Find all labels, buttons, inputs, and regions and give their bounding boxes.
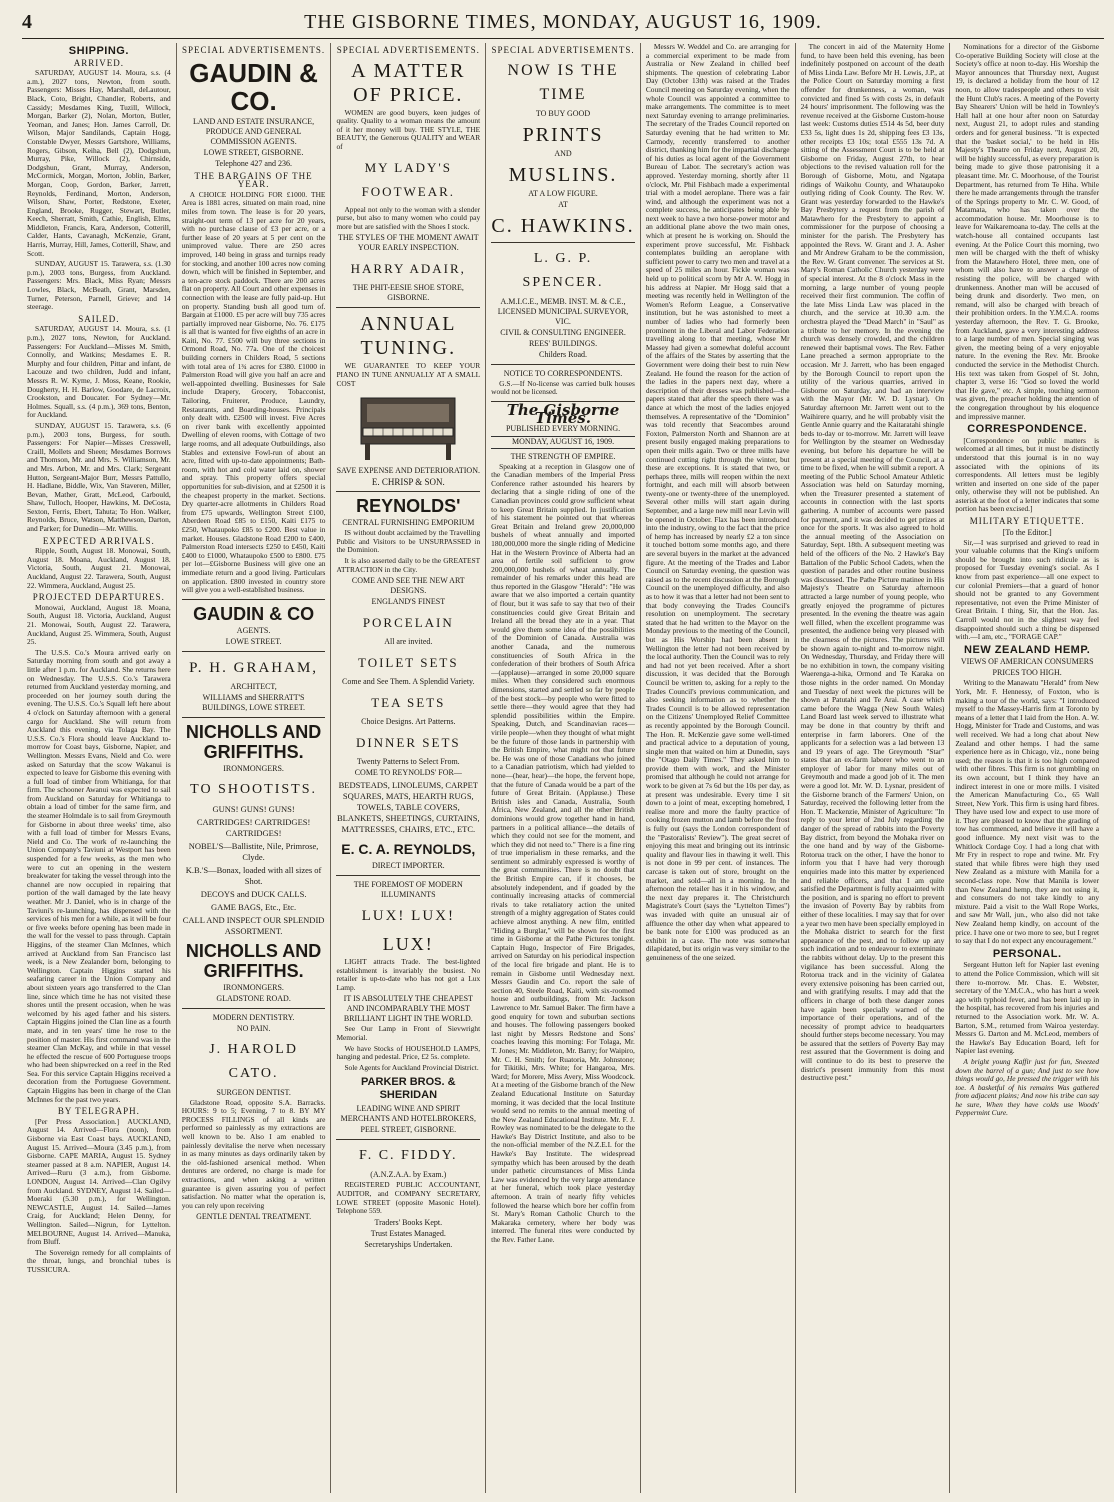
piano-illustration	[353, 392, 463, 462]
projected-heading: PROJECTED DEPARTURES.	[32, 592, 165, 603]
expected-heading: EXPECTED ARRIVALS.	[42, 535, 155, 546]
military-text: Sir,—I was surprised and grieved to read in your valuable columns that the King's uniform should be brought into such ridicule as is proposed for Tuesday evening's social. As I know from past experience—all one expect to cur colonial Premiers—that a guard of honor should not be granted to any Government representative, not even the Prime Minister of Great Britain. I thing, Sir, that the Hon. Jas. Carroll would not in the slightest way feel disappointed should such a thing be dispensed with.—I am, etc., "FORAGE CAP."	[955, 537, 1100, 642]
gisborne-times-title: The Gisborne Times.	[506, 400, 620, 428]
column-news-2	[796, 43, 951, 1493]
hemp-text: Writing to the Manawatu "Herald" from New York, Mr. F. Hennessy, of Foxton, who is making a tour of the world, says: "I introduced myself to the Massey-Harris firm at Toronto by means of a letter that I laid from the Hon. A. W. Hogg, Minister for Trade and Customs, and was well received. We had a long chat about New Zealand and other hemps. I had the same experience here as in Chicago, viz., none being used; the reason is that it is too high compared with other fibres. This firm is not grumbling on its own account, but I think they have an indirect interest in one or more mills. I visited the American Manufacturing Co., 65 Wall Street, New York. This firm is using hard fibres. They have used low and expect to use more of it. They are pleased to know that the grading of tow has commenced, and believe it will have a good influence. My next visit was to the Whitlock Cordage Coy. I had a long chat with Mr Fry in respect to rope and twine. Mr. Fry stated that while fibres were high they used New Zealand as a mixture with Manila for a second-class rope. Now that Manila is lower than New Zealand hemp, they are not using it, and consumers do not take kindly to any mixture. Paid a visit to the Wall Rope Works, and saw Mr Wall, jun., who also did not take New Zealand hemp kindly, on account of the price. I have one or two more to see, but I regret to say that I do not expect any encouragement."	[955, 678, 1100, 946]
call-inspect: CALL AND INSPECT OUR SPLENDID ASSORTMENT.	[182, 914, 325, 936]
editorial-text: Speaking at a reception in Glasgow one of the Canadian members of the Imperial Press Conference rather astounded his hearers by declaring that a single riding of one of the Canadian provinces could grow sufficient wheat to keep Great Britain supplied. In justification of his statement he pointed out that whereas Great Britain and Ireland grew 20,000,000 bushels of wheat annually and imported 180,000,000 more the single riding of Medicine Hat in the Western Province of Alberta had an area of fertile soil sufficient to grow 200,000,000 bushels of wheat annually. The remainder of his remarks under this head are thus reported in the Glasgow "Herald": "He was aware that we also imported a certain quantity of flour, but it was safe to say that two of their constituencies could give Great Britain and Ireland all the bread they ate in a year. That would give them some idea of the possibilities of the Dominion of Canada. Australia was another Canada, and the numerous constituencies of South Africa in the confederation of their brothers of South Africa—(applause)—arranged in some 20,000 square miles. When they considered such enormous dimensions, started and settled so far by people of the best stock—by people who were fitted to settle there—they would agree that they had splendid possibilities within the Empire. Speaking, Dutch, and Scandinavian races—virile people—when they thought of what might be the future of those lands in partnership with the British Empire, what might not that future be. He was one of those Canadians who joined to a Canadian patriotism, which had yielded to none—(hear, hear)—the hope, the fervent hope, that the future of Canada would be a part of the future of Great Britain. (Applause.) These British isles and Canada, Australia, South Africa, New Zealand, and all the other British dominions would grow together hand in hand, partners in a political alliance—the details of which they could not see for the moment, and which they did not need to." There is a fine ring of true imperialism in these remarks, and the sentiment so admirably expressed is worthy of the great communities. There is no doubt that the British Empire can, if it chooses, be absolutely independent, and if goaded by the continually increasing attacks of commercial rivals to take retaliatory action the united strength of a mighty aggregation of States could achieve almost anything. A new film, entitled "Hiding a Burglar," will be shown for the first time in Gisborne at the Pathe Pictures tonight. Captain Hugo, Inspector of Fire Brigades, arrived on Saturday on his periodical inspection of the local fire brigade and plant. He is to remain in Gisborne until Wednesday next. Messrs Gaudin and Co. report the sale of section 40, Steele Road, Kaiti, with six-roomed house and outbuildings, from Mr. Jackson Lawrence to Mr. Samuel Baker. The firm have a good enquiry for town and suburban sections and houses. The following passengers booked last night by Messrs Redstone and Sons' coaches leaving this morning: For Tolaga, Mr. T. Jones; Mr. Middleton, Mr. Barry; for Waipiro, Mr. C. H. Smith; for Ruatoria, Mr. Johnstone; for Tikitiki, Mrs. White; for Hangaroa, Mrs. Ward; for Morere, Miss Avery, Miss Woodcock. At a meeting of the Gisborne branch of the New Zealand Educational Institute on Saturday morning, it was decided that the local Institute would send no remits to the annual meeting of the New Zealand Educational Institute. Mr. F. J. Rowley was nominated to be the delegate to the Hawke's Bay District Institute, and also to be the non-official member of the N.Z.E.I. for the Hawke's Bay Institute. The widespread sympathy which has been aroused by the death under pathetic circumstances of Miss Linda Law was evidenced by the very large attendance at her funeral, which took place yesterday afternoon. A train of nearly fifty vehicles followed the hearse which bore her coffin from St. Mary's Roman Catholic Church to the Makaraka cemetery, where her body was interred. The funeral rites were conducted by the Rev. Father Lane.	[491, 461, 635, 1244]
stocks: We have Stocks of HOUSEHOLD LAMPS, hanging and pedestal. Price, £2 5s. complete.	[336, 1043, 481, 1062]
gaudin2-lowe: LOWE STREET.	[225, 636, 282, 646]
military-heading: MILITARY ETIQUETTE.	[969, 516, 1085, 527]
guns: GUNS! GUNS! GUNS!	[212, 803, 295, 814]
secretaryships: Secretaryships Undertaken.	[364, 1239, 453, 1249]
buy-good: TO BUY GOOD	[535, 108, 591, 118]
nicholls2-iron: IRONMONGERS.	[223, 982, 284, 992]
sailed-text: SATURDAY, AUGUST 14. Moura, s.s. (1 p.m.), 2027 tons, Newton, for Auckland. Passengers: For Auckland—Misses M. Smith, Connolly, and Watkins; Mesdames E. R. Murphy and four children, Pittar and infant, de Lacouze and two children, Judd and infant, Messrs R. W. Kyme, J. Moss, Keane, Rookie, Dougherty, H. H. Barlow, Goodare, de Lacroix, Crookston, and Doucater. For Sydney—Mr. Holmes. Squall, s.s. (4 p.m.), 369 tons, Benton, for Auckland.	[27, 324, 171, 420]
lux-text: LIGHT attracts Trade. The best-lighted establishment is invariably the busiest. No retailer is up-to-date who has not got a Lux Lamp.	[336, 957, 481, 992]
bargains-heading: THE BARGAINS OF THE YEAR.	[194, 170, 313, 190]
spencer-sub: A.M.I.C.E., MEMB. INST. M. & C.E., LICENSED MUNICIPAL SURVEYOR, VIC.	[497, 296, 629, 326]
tea-sets: TEA SETS	[371, 695, 446, 711]
nicholls2-title: NICHOLLS AND GRIFFITHS.	[185, 940, 322, 981]
fiddy-sub: (A.N.Z.A.A. by Exam.)	[370, 1170, 447, 1180]
news-text-2: The concert in aid of the Maternity Home fund, to have been held this evening, has been indefinitely postponed on account of the death of Miss Linda Law. Before Mr H. Lewis, J.P., at the Police Court on Saturday morning a first offender for drunkenness, a woman, was convicted and fined 5s with costs 2s, in default 24 hours' imprisonment. The following was the revenue received at the Gisborne Custom-house last week: Customs duties £514 4s 5d, beer duty £33 5s, light dues 1s 2d, shipping fees £3 13s, other receipts £3 10s; total £555 13s 7d. A sitting of the Assessment Court is to be held at Gisborne on Friday, August 27th, to hear objections to the revised valuation roll for the Borough of Gisborne, Motu, and Ngatapa ridings of Waikohu County, and Whataupoko outlying riding of Cook County. The Rev. W. Grant was yesterday forwarded to the Hawke's Bay Presbytery a request from the parish of Matawhero for the Presbytery to appoint a commissioner for the purpose of choosing a minister for the parish. The Presbytery has appointed the Revs. W. Grant and J. A. Asher and Mr Andrew Graham to be the commission, the Rev. W. Grant convener. The services at St. Mary's Roman Catholic Church yesterday were of special interest. At the 8 o'clock Mass in the morning, a large number of young people received their first communion. The coffin of the late Miss Linda Law was placed in the church, and the service at 10.30 a.m. the orchestra played the "Dead March" in "Saul" as a tribute to her memory. In the evening the church was densely crowded, and the children renewed their baptismal vows. The Rev. Father Lane preached a sermon appropriate to the occasion. Mr J. Jarrett, who has been engaged by the Borough Council to report upon the utility of the various quarries, arrived in Gisborne on Saturday, and had an interview with the Mayor (Mr. W. D. Lysnar). On Saturday afternoon Mr. Jarrett went out to the Waihirere quarry, and he will probably visit the Gentle Annie quarry and the Kaitaratahi shingle beds to-day or to-morrow. Mr. Jarrett will leave for Wellington by the steamer on Wednesday evening, but before his departure he will be present at a special meeting of the Council, at a time to be fixed, when he will submit a report. A meeting of the Public School Amateur Athletic Association was held on Saturday morning, when the Treasurer presented a statement of accounts in connection with the last sports gathering. A number of accounts were passed for payment, and it was decided to get prizes at once for the sports. It was also agreed to hold the annual meeting of the Association on Saturday, Sept. 18th. A subsequent meeting was held of the officers of the No. 2 Hawke's Bay Battalion of the Public School Cadets, when the question of parades and other routine business was discussed. The Pathe Picture matinee in His Majesty's Theatre on Saturday afternoon attracted a large number of young people, who greatly enjoyed the programme of pictures presented. In the evening the theatre was again well filled, when the excellent programme was presented, the audience being very pleased with the clearness of the pictures. The pictures will be shown again to-night and to-morrow night. On Wednesday, Thursday, and Friday there will be no exhibition in town, the company visiting Waerenga-a-hika, Ormond and Te Karaka on those nights in the order named. On Monday and Tuesday of next week the pictures will be shown at Patutahi and Te Arai. A case which came before the Wagga (New South Wales) Land Board last week served to illustrate what may be done in that country by thrift and enterprise in farm laborers. One of the applicants for a selection was a lad between 13 and 19 years of age. The Greymouth "Star" states that an ex-farm laborer who went to an employer of labor for many miles out of Greymouth and made a good job of it. The men were a good lot. Mr. W. D. Lysnar, president of the Gisborne branch of the Farmers' Union, on Saturday, received the following letter from the Hon. T. Mackenzie, Minister of Agriculture: "In reply to your letter of 2nd July regarding the danger of the spread of rabbits into the Poverty Bay district, from beyond the Mohaka river on the one hand and by way of the Gisborne-Rotorua track on the other, I have the honor to inform you that I have had very thorough enquiries made into this matter by experienced and reliable officers, and that I am quite satisfied the Department is fully acquainted with the position, and is sparing no effort to prevent the invasion of Poverty Bay by rabbits from either of these localities. I may say that for over a year two men have been specially employed in the Mohaka district to search for the first appearance of the pest, and to follow up any such indication and to endeavour to exterminate the rabbits without delay. Up to the present this vigilance has been successful. Along the Rotorua track and in the vicinity of Galatea every extensive poisoning has been carried out, and with gratifying results. I may add that the officers in charge of both these danger zones have again been specially warned of the importance of their operations, and of the necessity of prompt advice to headquarters should further steps become necessary. You may be assured that the settlers of Poverty Bay may rest assured that the Government is doing and will continue to do its best to preserve the district's present immunity from this most destructive pest."	[800, 43, 945, 1083]
column-ads-2	[331, 43, 486, 1493]
hemp-sub: VIEWS OF AMERICAN CONSUMERS	[960, 657, 1094, 667]
foremost: THE FOREMOST OF MODERN ILLUMINANTS	[353, 880, 463, 900]
cheapest: IT IS ABSOLUTELY THE CHEAPEST AND INCOMPARABLY THE MOST BRILLIANT LIGHT IN THE WORLD.	[343, 994, 473, 1024]
sailed-heading: SAILED.	[78, 313, 120, 324]
kbs: K.B.'S—Bonax, loaded with all sizes of Shot.	[185, 864, 322, 886]
arrived-heading: ARRIVED.	[73, 57, 124, 68]
column-ads-1	[177, 43, 332, 1493]
fiddy-name: F. C. FIDDY.	[359, 1148, 458, 1164]
col4-heading: SPECIAL ADVERTISEMENTS.	[491, 45, 635, 55]
low-figure: AT A LOW FIGURE.	[528, 188, 598, 198]
correspondence-heading: CORRESPONDENCE.	[967, 423, 1088, 436]
at-label: AT	[558, 199, 568, 209]
shootists: TO SHOOTISTS.	[190, 781, 318, 797]
dentistry: MODERN DENTISTRY.	[212, 1012, 295, 1022]
adair-name: HARRY ADAIR,	[350, 261, 466, 277]
strength-heading: THE STRENGTH OF EMPIRE.	[510, 451, 616, 461]
dinner-sub: Twenty Patterns to Select From.	[356, 757, 460, 767]
reynolds-title: REYNOLDS'	[356, 496, 461, 517]
spencer-name: L. G. P. SPENCER.	[522, 250, 604, 290]
tea-sub: Choice Designs. Art Patterns.	[361, 717, 456, 727]
col2-heading: SPECIAL ADVERTISEMENTS.	[182, 45, 326, 55]
personal-heading: PERSONAL.	[992, 947, 1062, 960]
direct-importer: DIRECT IMPORTER.	[371, 861, 445, 871]
styles: THE STYLES OF THE MOMENT AWAIT YOUR EARLY INSPECTION.	[337, 233, 479, 253]
decoys: DECOYS and DUCK CALLS.	[200, 888, 307, 899]
column-shipping	[22, 43, 177, 1493]
masthead-title: THE GISBORNE TIMES, MONDAY, AUGUST 16, 1909.	[304, 10, 822, 33]
and-label: AND	[554, 148, 572, 158]
gaudin-sub: LAND AND ESTATE INSURANCE, PRODUCE AND GENERAL COMMISSION AGENTS.	[193, 116, 315, 146]
eca-reynolds: E. C. A. REYNOLDS,	[341, 841, 476, 858]
news-text-1: Messrs W. Weddel and Co. are arranging for a commercial experiment to be made from Australia or New Zealand in chilled beef shipments. The question of celebrating Labor Day (October 13th) was raised at the Trades Council meeting on Saturday evening, when the whole Council was appointed a committee to make arrangements. The committee is to meet next Saturday evening to arrange preliminaries. The secretary of the Trades Council reported on Saturday evening that he had written to Mr. Carmody, recently transferred to another district, thanking him for the impartial discharge of his duties as local agent of the Government Bureau of Labor. The secretary's action was approved. Yesterday morning, shortly after 11 o'clock, Mr. Phil Fishbach made a experimental trial with a model aeroplane. There was a fair wind, and although the experiment was not a complete success, he anticipates being able by next week to have a two horse-power motor and an additional plane above the two main ones, which at present he is working on. Should the experiment prove successful, Mr. Fishback contemplates building an aeroplane with sufficient power to carry two men and travel at a speed of 25 miles an hour. Fickle woman was held up to political scorn by Mr A. W. Hogg in his address at Napier. Mr Hogg said that a meeting was recently held in Wellington of the Women's Reform League, a Conservative institution, but he was astonished to meet a number of ladies who had formerly been prominent in the Liberal and Labor Federation travelling along to that meeting, whose Mr Massey had given a somewhat doleful account of the affairs of the States by asserting that the Government were doing their best to ruin New Zealand. He found the reason for the action of the ladies in the papers next day, where a description of their dresses was published—the papers stated that after the speech there was a dance at which the most of the ladies enjoyed themselves. A representative of the "Dominion" was told recently that Seacombes around Foxton, Palmerston North and Shannon are at present busily engaged making preparations to open their mills again. Two or three mills have continued cutting right through the winter, but these are exceptions. It is stated that two, or perhaps three, mills will reopen within the next fortnight, and each mill will absorb between twenty-one or twenty-three of the unemployed. Several other mills will start again during September, and a large new mill near Levin will be opened in October. Flax has been introduced into the industry, owing to the fact that the price of hemp has increased by nearly £2 a ton since it touched bottom some months ago, and there are several buyers in the market at the advanced figure. At the meeting of the Trades and Labor Council on Saturday evening, the question was raised as to the recent discussion at the Borough Council on the unemployed difficulty, and also as to how it was that a letter had not been sent to that body conveying the Trades Council's resolution on unemployment. The secretary stated that he had written to the Mayor on the Monday previous to the meeting of the Council, but as His Worship had been absent in Wellington the letter had not been received by the local authority. Then the Council was to rely and had not yet been received. After a short discussion, it was decided that the Borough Council be written to, asking for a reply to the Trades Council's previous communication, and also seeking information as to whether the Trades Council is to be allowed representation on the Citizens' Unemployed Relief Committee as recently appointed by the Borough Council. The Hon. R. McKenzie gave some well-timed and practical advice to a deputation of young, single men that waited on him at Dunedin, says the "Otago Daily Times." They asked him to provide them with work, and the Minister promised that although he could not arrange for work to be given at 7s 6d but the 10s per day, as at present was undesirable. Every time I sit down to a joint of meat, excepting homebred, I realise more and more the faulty practice of cooking frozen mutton and lamb before the frost is fully out (says the London correspondent of the "Pastoralists' Review"). The great secret of enjoying this meat and bringing out its intrinsic quality and flavour lies in thawing it well. This is not done in 99 per cent. of instances. The carcase is taken out of store, brought on the market, and sold—all in a morning. In the afternoon the retailer has it in his window, and the next day prepares it. The Christchurch Magistrate's Court (says the "Lyttelton Times") was invaded with quite an unusual air of affluence the other day when what appeared to be bank note for £100 was produced as an exhibit in a case. The note was somewhat dilapidated, but its origin was very similar to the genuineness of the one seized.	[645, 43, 790, 962]
parker-sub: LEADING WINE AND SPIRIT MERCHANTS AND HOTELBROKERS,	[340, 1104, 476, 1124]
england-finest: ENGLAND'S FINEST	[371, 597, 446, 607]
rees-buildings: REES' BUILDINGS.	[528, 338, 598, 348]
column-editorial	[486, 43, 641, 1493]
nicholls2-road: GLADSTONE ROAD.	[216, 993, 291, 1003]
trust: Trust Estates Managed.	[370, 1228, 446, 1238]
lux-1: LUX! LUX!	[361, 908, 455, 925]
save-expense: SAVE EXPENSE AND DETERIORATION.	[336, 466, 480, 476]
prints: PRINTS	[522, 123, 604, 146]
editorial-date: MONDAY, AUGUST 16, 1909.	[491, 436, 635, 449]
to-editor: [To the Editor.]	[1002, 527, 1052, 537]
page-number: 4	[22, 10, 32, 33]
parker-addr: PEEL STREET, GISBORNE.	[360, 1125, 457, 1135]
masthead	[22, 6, 1104, 39]
graham-addr: WILLIAMS and SHERRATT'S BUILDINGS, LOWE STREET.	[202, 692, 306, 712]
personal-text: Sergeant Hutton left for Napier last evening to attend the Police Commission, which will sit there to-morrow. Mr. Chas. E. Webster, secretary of the Y.M.C.A., who has hurt a week ago with typhoid fever, and has been laid up in the hospital, has recovered from his injuries and returned to the Association work. Mr. W. A. Barton, S.M., returned from Wairoa yesterday. Messrs G. Darton and M. McLeod, members of the Hawke's Bay Education Board, left for Napier last evening.	[955, 960, 1100, 1056]
lady-footwear: MY LADY'S FOOTWEAR.	[361, 159, 456, 199]
emporium-text2: It is also asserted daily to be the GREATEST ATTRACTION in the City.	[336, 555, 481, 574]
gentle-treatment: GENTLE DENTAL TREATMENT.	[196, 1212, 312, 1222]
emporium-text: IS without doubt acclaimed by the Travelling Public and Visitors to be UNSURPASSED in the Dominion.	[336, 528, 481, 555]
muslins: MUSLINS.	[508, 163, 618, 186]
tuning-text: WE GUARANTEE TO KEEP YOUR PIANO IN TUNE ANNUALLY AT A SMALL COST	[336, 361, 481, 388]
parker-name: PARKER BROS. & SHERIDAN	[361, 1076, 456, 1102]
porcelain: PORCELAIN	[362, 615, 454, 631]
shipping-heading: SHIPPING.	[68, 45, 129, 57]
gaudin2-agents: AGENTS.	[236, 625, 271, 635]
hemp-sub2: PRICES TOO HIGH.	[992, 668, 1062, 678]
kaffir-verse: A bright young Kaffir just for fun, Sneezed down the barrel of a gun; And just to see how things would go, He pressed the trigger with his toe. A basketful of his remains Was gathered from adjacent plains; And now his tribe can say he sure, When they have colds use Woods' Peppermint Cure.	[955, 1056, 1100, 1118]
hawkins-name: C. HAWKINS.	[491, 214, 635, 237]
cato-name: J. HAROLD CATO.	[209, 1041, 298, 1081]
arrived-sunday: SUNDAY, AUGUST 15. Tarawera, s.s. (1.30 p.m.), 2003 tons, Burgess, from Auckland. Passengers: Mrs. Black, Miss Ryan; Messrs Lowles, Black, McBeath, Grant, Marsden, Turner, Peterson, Parnell, Grieve; and 14 steerage.	[27, 259, 171, 312]
dinner-sets: DINNER SETS	[355, 735, 461, 751]
shipping-news: The U.S.S. Co.'s Moura arrived early on Saturday morning from south and got away a little after 1 p.m. for Auckland. She returns here on Wednesday. The U.S.S. Co.'s Tarawera returned from Auckland yesterday morning, and proceeded on her journey south during the evening. The U.S.S. Co.'s Squall left here about 4 o'clock on Saturday afternoon with a general cargo for Auckland. She will return from Auckland this evening, via Tolaga Bay. The U.S.S. Co.'s Flora should leave Auckland to-morrow for Coast bays, Gisborne, Napier, and Wellington. Messrs Evans, Nield and Co. were asked on Saturday that the scow Wakanui is expected to leave for Gisborne this evening with a full load of timber from Whitianga, for that firm. The schooner Awanui was expected to sail from Auckland on Saturday for Whitianga to obtain a load of timber for the same firm, and the steamer Holmdale is to sail from Greymouth for Gisborne in about three weeks' time, also with a full load of timber for Messrs Evans, Nield and Co. The work of re-launching the Union Company's Taviuni at Westport has been suspended for a few weeks, as the men who were to cut an opening in the western breakwater for taking the vessel through into the channel are now occupied in repairing that portion of the wall damaged by the late heavy weather. Mr J. Daniel, who is in charge of the Taviuni's re-launching, has dispensed with the services of his men for a while, as it will be four or five weeks before opening has been made in the wall for the vessel to pass through. Captain Higgins, of the steamer Clan McInnes, which arrived at Auckland from San Francisco last week, is a New Zealander born, belonging to Wellington. Captain Higgins started his seafaring career in the Union Company and about sixteen years ago transferred to the Clan line, since which time he has not visited these shores until the present occasion, when he was welcomed by his aged father and his sisters. Captain Higgins joined the Clan line as a fourth mate, and in ten years' time he rose to the position of master. His first command was in the steamer Clan McKay, and while in that vessel he effected the rescue of 600 Portuguese troops who had been shipwrecked on a reef in the Red Sea. For this service Captain Higgins received a decoration from the Portuguese Government. Captain Higgins has been in charge of the Clan McInnes for the past two years.	[27, 647, 171, 1104]
projected-text: Monowai, Auckland, August 18. Moana, South, August 18. Victoria, Auckland, August 21. Monowai, South, August 22. Tarawera, Auckland, August 25. Wimmera, South, August 25.	[27, 602, 171, 647]
bargains-text: A CHOICE HOLDING FOR £1000. THE Area is 1881 acres, situated on main road, nine miles from town. The lease is for 20 years, straight-out term of 13 per acre for 20 years, with no purchase clause of £3 per acre, or a further lease of 20 years at 5 per cent on the unimproved value. There are 250 acres improved, 140 being in grass and turnips ready for stocking, and another 100 acres now coming down, which will be finished in September, and a ten-acre stock paddock. There are 200 acres flat on property. All Court and other expenses in connection with the lease are fully paid-up. Hut on property. Standing bush all good turn of. Bargain at £1000. £5 per acre will buy 735 acres partially improved near Gisborne, No. 76. £175 is all that is wanted for five eighths of an acre in Kaiti, No. 77. £500 will buy three sections in Ormond Road, No. 77a. One of the choicest building corners in Childers Road, 5 sections with total area of 1¾ acres for £380. £1000 in Palmerston Road will give you half an acre and well-appointed dwelling. Businesses for Sale include Drapery, Grocery, Tobacconist, Tailoring, Fruiterer, Produce, Laundry, Restaurants, and Boarding-houses. Principals only dealt with. £2500 will invest. Five Acres on river bank with excellently appointed Dwelling of eleven rooms, with Cottage of two large rooms, and all adequate Outbuildings, also Stables and extensive Fowl-run of about an acre, fitted with up-to-date appointments; Bath-room, with hot and cold water laid on, shower and spray. This property offers special opportunities for sub-division, and at £2500 it is the cheapest property in the market. Sections. Dry quarter-acre allotments in Childers Road from £75 upwards, Wellington Street £100, Aberdeen Road £85 to £150, Kaiti £175 to £250, Whataupoko £85 to £200. Best value in market. Houses. Gladstone Road £200 to £400, Palmerston Road intersects £250 to £450, Kaiti £400 to £1000, Whataupoko £500 to £800. £75 per lot—£Gisborne Business will give one an immediate return and a good living. Particulars on application. £800 invested in country store will give you a well-established business.	[181, 189, 326, 595]
cato-text: Gladstone Road, opposite S.A. Barracks. HOURS: 9 to 5; Evening, 7 to 8. BY MY PROCESS FILLINGS of all kinds are performed so painlessly as my extractions are well known to be. Also I am enabled to painlessly devitalise the nerve when necessary in as many minutes as days ordinarily taken by the old-fashioned arsenical method. When dentures are ordered, no charge is made for extractions, and when asking a written guarantee is given assuring you of perfect satisfaction. No matter what the operation is, you can rely upon receiving	[181, 1097, 326, 1210]
cato-surgeon: SURGEON DENTIST.	[216, 1087, 291, 1097]
gaudin-tel: Telephone 427 and 236.	[215, 158, 292, 168]
sailed-sunday: SUNDAY, AUGUST 15. Tarawera, s.s. (6 p.m.), 2003 tons, Burgess, for south. Passengers: For Napier—Misses Cresswell, Craill, Mollets and Sheen; Mesdames Borrows and Thomson, Mr. and Mrs. S. Williamson, Mr. and Mrs. Arbon, Mr. and Mrs. Clark; Sergeant Hutton, Sergeant-Major Burr, Messrs Pattullo, H. Hadlane, Biddle, Wix, Van Staveren, Miller, Bevan, Mather, Gratt, McLeod, Carbould, Shaw, Tulloch, Hooper, Hawkins, M. DeCosta, Sexton, Ferris, Ebert, Tahuta; To Hon. Walker, Reynolds, Bruce, Watson, Matthewson, Darton, and Parker; for Dunedin—Mr. Willis.	[27, 420, 171, 534]
adair-sub: THE PHIT-EESIE SHOE STORE, GISBORNE.	[352, 283, 464, 303]
matter-text: WOMEN are good buyers, keen judges of quality. Quality to a woman means the amount of it her money will buy. THE STYLE, THE BEAUTY, the Generous QUALITY and WEAR of	[336, 107, 481, 151]
traders: Traders' Books Kept.	[374, 1217, 443, 1227]
columns	[22, 43, 1104, 1493]
toilet-sub: Come and See Them. A Splendid Variety.	[342, 677, 475, 687]
come-reynolds: COME TO REYNOLDS' FOR—	[354, 768, 462, 778]
nobels: NOBEL'S—Ballistite, Nile, Primrose, Clyde.	[188, 840, 319, 862]
telegraph-heading: BY TELEGRAPH.	[57, 1106, 140, 1117]
matter-title: A MATTER OF PRICE.	[351, 59, 466, 106]
nicholls-title: NICHOLLS AND GRIFFITHS.	[185, 721, 322, 762]
gamebags: GAME BAGS, Etc., Etc.	[210, 901, 297, 912]
lady-text: Appeal not only to the woman with a slender purse, but also to many women who could pay more but are satisfied with the Shoes I stock.	[336, 204, 481, 231]
telegraph-text: [Per Press Association.] AUCKLAND, August 14. Arrived—Flora (noon), from Gisborne via East Coast bays. AUCKLAND, August 15. Arrived—Moura (3.45 p.m.), from Gisborne. CAPE MARIA, August 15. Sydney steamer passed at 8 a.m. NAPIER, August 14. Arrived—Ruru (3 a.m.), from Gisborne. LONDON, August 14. Arrived—Clan Ogilvy from Auckland. SYDNEY, August 14. Sailed—Moeraki (5.30 p.m.), for Wellington. NEWCASTLE, August 14. Sailed—James Craig, for Auckland; Helen Denny, for Wellington. Sailed—Nigrun, for Lyttelton. MELBOURNE, August 14. Arrived—Manuka, from Bluff.	[27, 1116, 171, 1247]
tuning-title: ANNUAL TUNING.	[360, 313, 457, 360]
toilet-sets: TOILET SETS	[357, 655, 459, 671]
cartridges: CARTRIDGES! CARTRIDGES! CARTRIDGES!	[196, 816, 311, 838]
col3-heading: SPECIAL ADVERTISEMENTS.	[336, 45, 480, 55]
nopain: NO PAIN.	[236, 1023, 271, 1033]
lux-2: LUX!	[382, 934, 434, 955]
graham-name: P. H. GRAHAM,	[189, 659, 319, 676]
gaudin-addr: LOWE STREET, GISBORNE.	[203, 147, 304, 157]
column-news-1	[641, 43, 796, 1493]
shipping-footer: The Sovereign remedy for all complaints of the throat, lungs, and bronchial tubes is TUSSICURA.	[27, 1247, 171, 1274]
all-invited: All are invited.	[384, 637, 433, 647]
chrisp-name: E. CHRISP & SON.	[371, 477, 445, 488]
gaudin2-title: GAUDIN & CO	[193, 603, 315, 624]
emporium: CENTRAL FURNISHING EMPORIUM	[342, 518, 475, 528]
graham-architect: ARCHITECT,	[230, 681, 277, 691]
come-see: COME AND SEE THE NEW ART DESIGNS.	[351, 576, 465, 596]
fiddy-text: REGISTERED PUBLIC ACCOUNTANT, AUDITOR, and COMPANY SECRETARY, LOWE STREET (opposite Masonic Hotel). Telephone 559.	[336, 1180, 481, 1216]
childers-road: Childers Road.	[539, 349, 588, 359]
published: PUBLISHED EVERY MORNING.	[505, 423, 621, 433]
sole-agents: Sole Agents for Auckland Provincial District.	[344, 1062, 479, 1072]
see-lamp: See Our Lamp in Front of Sievwright Memorial.	[336, 1024, 481, 1043]
arrived-text: SATURDAY, AUGUST 14. Moura, s.s. (4 a.m.), 2027 tons, Newton, from south. Passengers: Misses Hay, Marshall, deLautour, Black, Coto, Bright, Chandler, Roberts, and Cassidy; Mesdames King, Tuzill, Willock, Morgan, Barker (2), Nolan, Morton, Butler, Yeoman, and Janes; Hon. James Carroll, Dr. Wilson, Major Sandilands, Captain Hogg, Constable Dwyer, Messrs Gartshore, Williams, Rogers, Gibson, Keiha, Bell (2), Dodgshun, Murray, Pike, Willock (2), Chirnside, Dodgshun, Grant, Murray, Anderson, McCormick, Morgan, Morton, Joblin, Barker, Morgan, Coop, Gordon, Barker, Jarrett, Reynolds, Ferdinand, Morton, Anderson, Wilson, Shaw, Porter, Redstone, Exeter, England, Brooke, Rugger, Stewart, Butler, Keech, Sherratt, Smith, Cathie, English, Elms, Middleton, Francis, Kara, Anderson, Cotterill, Calder, Hants, Cavanagh, McKenzie, Grant, Harris, Murray, Hill, James, Cotterill, Shaw, and Scott.	[27, 68, 171, 258]
hemp-heading: NEW ZEALAND HEMP.	[964, 643, 1091, 656]
notice-heading: NOTICE TO CORRESPONDENTS.	[503, 368, 623, 378]
civil-engineer: CIVIL & CONSULTING ENGINEER.	[500, 327, 626, 337]
reynolds-items: BEDSTEADS, LINOLEUMS, CARPET SQUARES, MATS, HEARTH RUGS, TOWELS, TABLE COVERS, BLANKETS, SHEETINGS, CURTAINS, MATTRESSES, CHAIRS, ETC., ETC.	[336, 780, 480, 835]
column-news-3	[950, 43, 1104, 1493]
now-time: NOW IS THE TIME	[507, 61, 619, 103]
news-text-3: Nominations for a director of the Gisborne Co-operative Building Society will close at the Society's office at noon to-day. His Worship the Mayor announces that Thursday next, August 19, is declared a holiday from the hour of 12 noon, to allow tradespeople and others to visit the Hunt Club's races. A meeting of the Poverty Bay Shearers' Union will be held in Townley's Hall hall at one hour after noon on Saturday next, August 21, to adopt rules and standing orders and for general business. "It is expected that the 'basket social,' to be held in His Majesty's Theatre on Friday next, August 20, will be highly successful, as every preparation is being made to give those patronising it a pleasant time. Mr. C. Moorhouse, of the Tourist Department, has returned from Te Hiha. While there he made arrangements through the transfer of the Springs property to Mr. C. W. Good, of Matamata, who has taken over the accommodation house. Mr. Moorhouse is to leave for Waikaremoana to-day. The cells at the watch-house all contained occupants last evening. At the Police Court this morning, two men will be charged with the theft of whisky from the Matawhero Hotel, three men, one of whom will also have to answer a charge of resisting the police, will be charged with drunkenness. Another man will be accused of being drunk and disorderly. Two men, on remand, will also be charged with breach of their prohibition orders. In the Y.M.C.A. rooms yesterday afternoon, the Rev. T. G. Brooke, from Auckland, gave a very interesting address to a large number of men. Special singing was given, the meeting being of a very enjoyable nature. In the evening the Rev. Mr. Brooke conducted the service in the Methodist Church. His text was taken from Gospel of St. John, chapter 3, verse 16: "God so loved the world that He gave," etc. A simple, touching sermon was given, the preacher holding the attention of the congregation throughout by his eloquence and impressive manner.	[955, 43, 1100, 421]
correspondence-text: [Correspondence on public matters is welcomed at all times, but it must be distinctly understood that this journal is in no way associated with the opinions of its correspondents. All letters must be legibly written and inserted on one side of the paper only, otherwise they will not be published. An asterisk at the foot of a letter indicates that some portion has been excised.]	[955, 435, 1100, 514]
notice-text: G.S.—If No-license was carried bulk houses would not be licensed.	[491, 378, 635, 397]
nicholls-iron: IRONMONGERS.	[223, 763, 284, 773]
expected-text: Ripple, South, August 18. Monowai, South, August 18. Moana, Auckland, August 18. Victoria, South, August 21. Monowai, Auckland, August 22. Tarawera, South, August 22. Wimmera, Auckland, August 25.	[27, 546, 171, 590]
gaudin-title: GAUDIN & CO.	[189, 57, 318, 116]
